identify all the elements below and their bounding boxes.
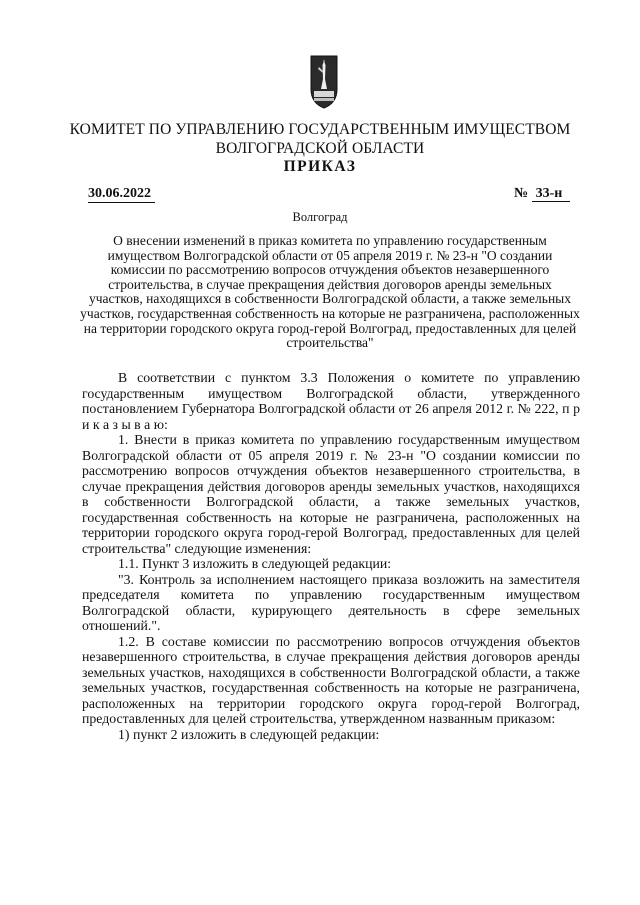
city: Волгоград — [292, 210, 348, 224]
paragraph: В соответствии с пунктом 3.3 Положения о комитете по управлению государственным имуществом Волгоградской области, утвержденного постановлением Губернатора Волгоградской области от 26 апреля 2012 г. № 222, п р и к а з ы в а ю: — [82, 370, 580, 432]
paragraph: 1. Внести в приказ комитета по управлению государственным имуществом Волгоградской области от 05 апреля 2019 г. № 23-н "О создании комиссии по рассмотрению вопросов отчуждения объектов незавершенного строительства, в случае прекращения действия договоров аренды земельных участков, находящихся в собственности Волгоградской области, а также земельных участков, государственная собственность на которые не разграничена, расположенных на территории городского округа город-герой Волгоград, предоставленных для целей строительства" следующие изменения: — [82, 432, 580, 556]
document-body — [82, 370, 580, 742]
document-date: 30.06.2022 — [88, 186, 155, 203]
org-line-1: КОМИТЕТ ПО УПРАВЛЕНИЮ ГОСУДАРСТВЕННЫМ ИМУЩЕСТВОМ — [69, 121, 571, 138]
paragraph: 1.1. Пункт 3 изложить в следующей редакции: — [118, 556, 392, 571]
document-number — [514, 186, 570, 202]
paragraph: "3. Контроль за исполнением настоящего приказа возложить на заместителя председателя комитета по управлению государственным имуществом Волгоградской области, курирующего деятельность в сфере земельных отношений.". — [82, 571, 580, 633]
document-type: ПРИКАЗ — [283, 158, 357, 175]
paragraph: 1.2. В составе комиссии по рассмотрению вопросов отчуждения объектов незавершенного строительства, в случае прекращения действия договоров аренды земельных участков, находящихся в собственности Волгоградской области, а также земельных участков, государственная собственность на которые не разграничена, расположенных на территории городского округа город-герой Волгоград, предоставленных для целей строительства, утвержденном названным приказом: — [82, 633, 580, 726]
number-value: 33-н — [532, 186, 571, 202]
paragraph: 1) пункт 2 изложить в следующей редакции: — [118, 726, 380, 742]
number-prefix: № — [514, 186, 529, 201]
org-line-2: ВОЛГОГРАДСКОЙ ОБЛАСТИ — [215, 140, 425, 157]
emblem-icon — [310, 55, 338, 109]
document-title: О внесении изменений в приказ комитета по управлению государственным имуществом Волгоградской области от 05 апреля 2019 г. № 23-н "О создании комиссии по рассмотрению вопросов отчуждения объектов незавершенного строительства, в случае прекращения действия договоров аренды земельных участков, находящихся в собственности Волгоградской области, а также земельных участков, государственная собственность на которые не разграничена, расположенных на территории городского округа город-герой Волгоград, предоставленных для целей строительства" — [80, 233, 580, 351]
organization-name — [0, 120, 640, 158]
